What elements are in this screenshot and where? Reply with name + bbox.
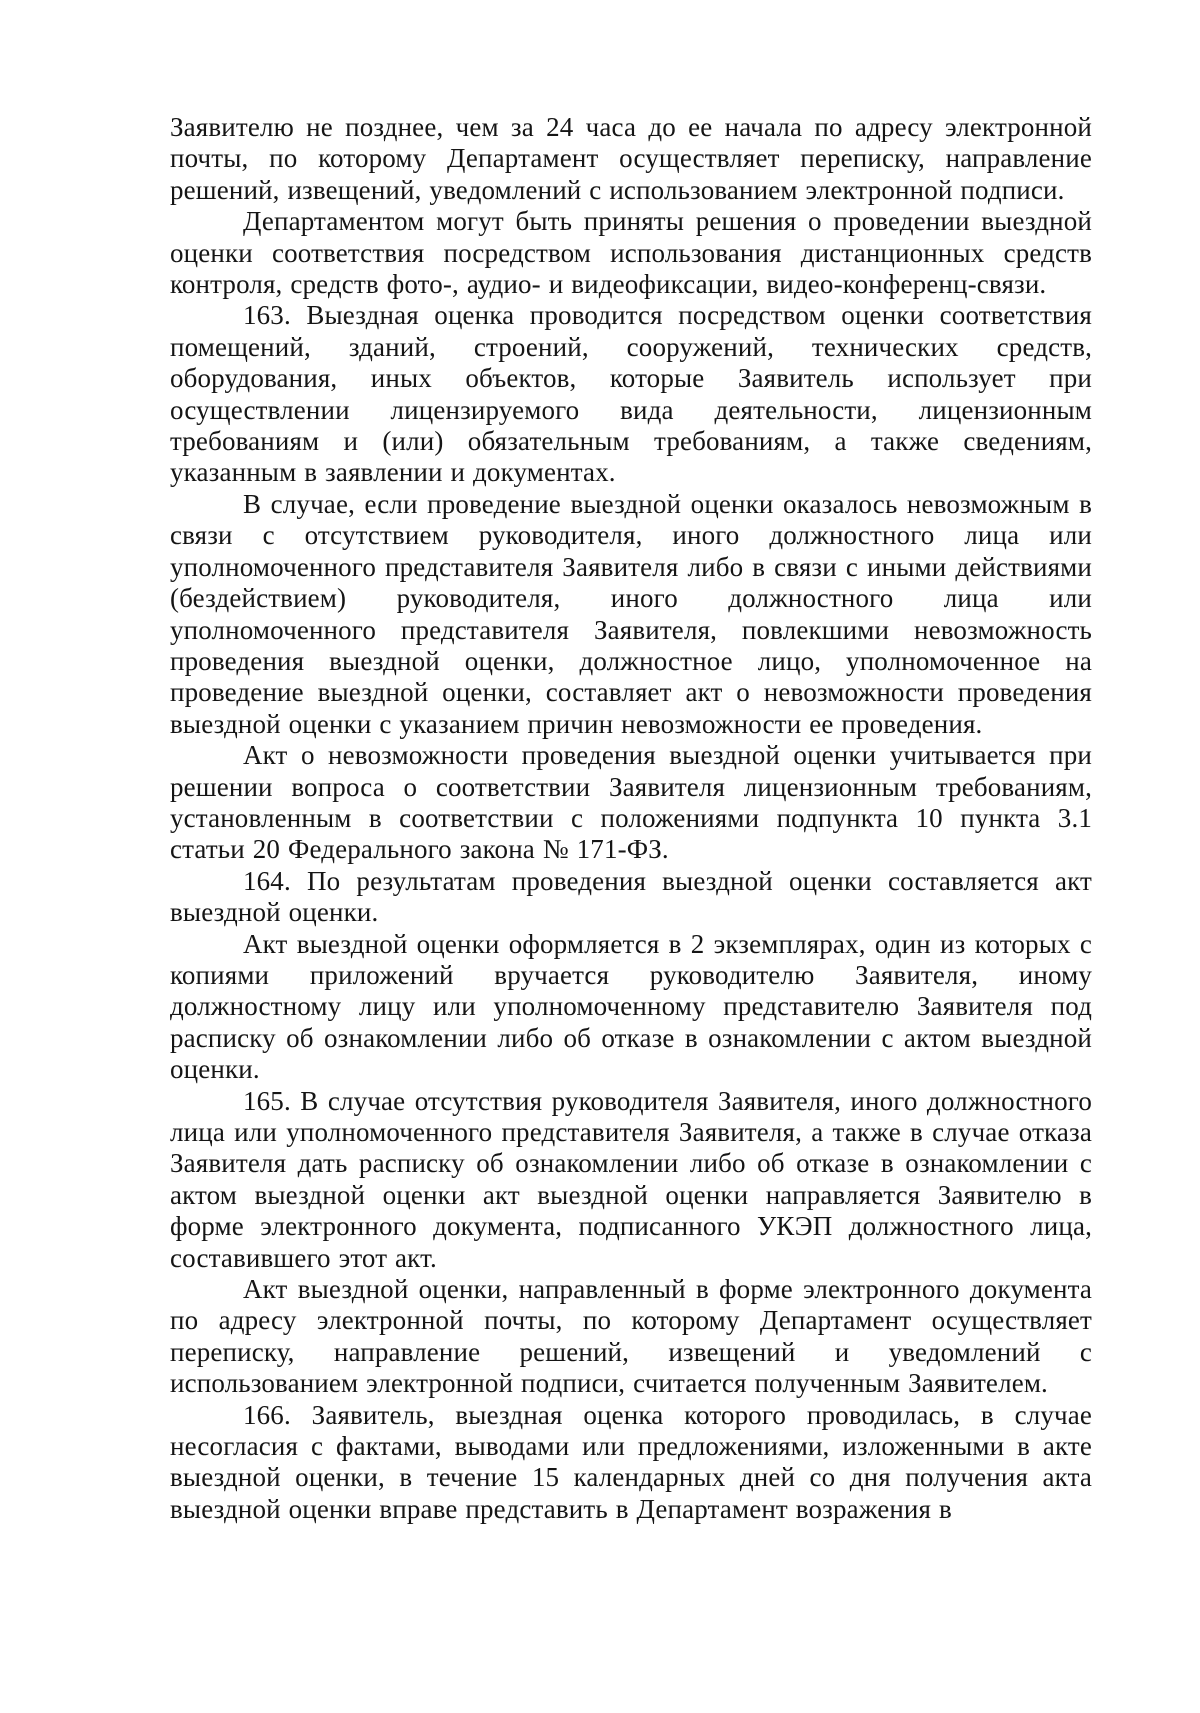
paragraph-continuation: Заявителю не позднее, чем за 24 часа до ее начала по адресу электронной почты, по которому Департамент осуществляет переписку, направление решений, извещений, уведомлений с использованием электронной подписи. xyxy=(170,112,1092,205)
paragraph-act-copies: Акт выездной оценки оформляется в 2 экземплярах, один из которых с копиями приложений вручается руководителю Заявителя, иному должностному лицу или уполномоченному представителю Заявителя под расписку об ознакомлении либо об отказе в ознакомлении с актом выездной оценки. xyxy=(170,928,1092,1085)
paragraph-164: 164. По результатам проведения выездной оценки составляется акт выездной оценки. xyxy=(170,865,1092,928)
paragraph-impossibility-case: В случае, если проведение выездной оценки оказалось невозможным в связи с отсутствием руководителя, иного должностного лица или уполномоченного представителя Заявителя либо в связи с иными действиями (бездействием) руководителя, иного должностного лица или уполномоченного представителя Заявителя, повлекшими невозможность проведения выездной оценки, должностное лицо, уполномоченное на проведение выездной оценки, составляет акт о невозможности проведения выездной оценки с указанием причин невозможности ее проведения. xyxy=(170,488,1092,739)
paragraph-166: 166. Заявитель, выездная оценка которого проводилась, в случае несогласия с фактами, выводами или предложениями, изложенными в акте выездной оценки, в течение 15 календарных дней со дня получения акта выездной оценки вправе представить в Департамент возражения в xyxy=(170,1399,1092,1524)
paragraph-electronic-act: Акт выездной оценки, направленный в форме электронного документа по адресу электронной почты, по которому Департамент осуществляет переписку, направление решений, извещений и уведомлений с использованием электронной подписи, считается полученным Заявителем. xyxy=(170,1274,1092,1399)
paragraph-165: 165. В случае отсутствия руководителя Заявителя, иного должностного лица или уполномоченного представителя Заявителя, а также в случае отказа Заявителя дать расписку об ознакомлении либо об отказе в ознакомлении с актом выездной оценки акт выездной оценки направляется Заявителю в форме электронного документа, подписанного УКЭП должностного лица, составившего этот акт. xyxy=(170,1085,1092,1273)
paragraph-163: 163. Выездная оценка проводится посредством оценки соответствия помещений, зданий, строений, сооружений, технических средств, оборудования, иных объектов, которые Заявитель использует при осуществлении лицензируемого вида деятельности, лицензионным требованиям и (или) обязательным требованиям, а также сведениям, указанным в заявлении и документах. xyxy=(170,300,1092,488)
paragraph-remote-assessment: Департаментом могут быть приняты решения о проведении выездной оценки соответствия посредством использования дистанционных средств контроля, средств фото-, аудио- и видеофиксации, видео-конференц-связи. xyxy=(170,206,1092,300)
paragraph-impossibility-act: Акт о невозможности проведения выездной оценки учитывается при решении вопроса о соответствии Заявителя лицензионным требованиям, установленным в соответствии с положениями подпункта 10 пункта 3.1 статьи 20 Федерального закона № 171-ФЗ. xyxy=(170,740,1092,865)
